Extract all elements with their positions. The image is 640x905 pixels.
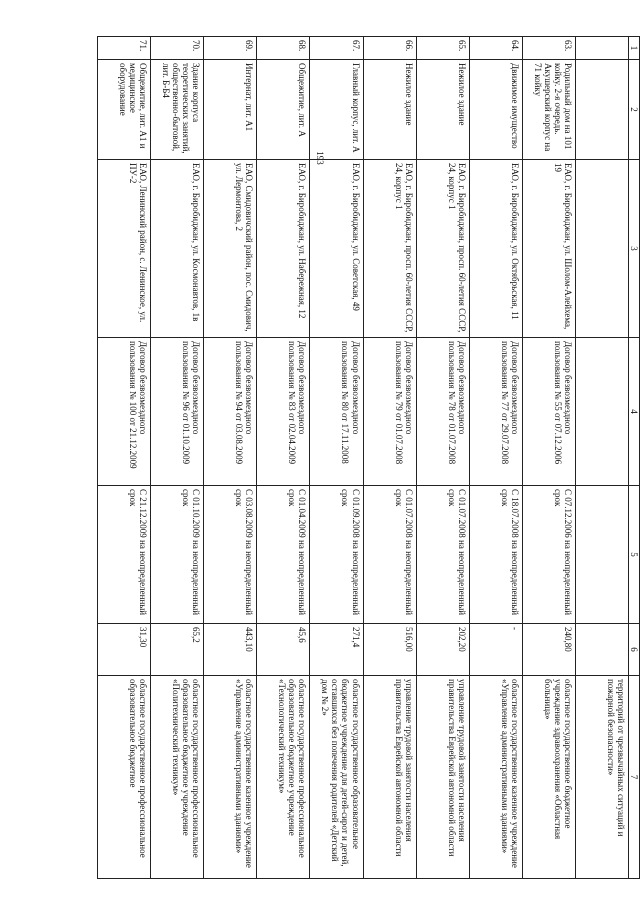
object-area: 271,4 — [310, 624, 363, 676]
object-area: 516,00 — [363, 624, 416, 676]
row-number: 67. — [310, 37, 363, 60]
row-number — [575, 37, 628, 60]
object-area: - — [469, 624, 522, 676]
object-area: 31,30 — [98, 624, 151, 676]
object-area: 45,6 — [257, 624, 310, 676]
object-name: Главный корпус, лит. А — [310, 60, 363, 160]
table-row — [310, 37, 363, 879]
column-number: 7 — [628, 676, 639, 879]
legal-basis: Договор безвозмездного пользования № 78 от 01.07.2008 — [416, 338, 469, 486]
object-name: Общежитие, лит. А — [257, 60, 310, 160]
object-name: Здание корпуса теоретических занятий, общественно-бытовой, лит. Б-Б4 — [151, 60, 204, 160]
table-row — [204, 37, 257, 879]
legal-basis: Договор безвозмездного пользования № 100 от 21.12.2009 — [98, 338, 151, 486]
usage-term: С 03.08.2009 на неопределенный срок — [204, 486, 257, 624]
usage-term — [575, 486, 628, 624]
user-organization: областное государственное казенное учреждение «Управление административными зданиями» — [204, 676, 257, 879]
table-row — [151, 37, 204, 879]
user-organization: областное государственное казенное учреждение «Управление административными зданиями» — [469, 676, 522, 879]
usage-term: С 18.07.2008 на неопределенный срок — [469, 486, 522, 624]
object-area: 65,2 — [151, 624, 204, 676]
usage-term: С 21.12.2009 на неопределенный срок — [98, 486, 151, 624]
object-name: Родильный дом на 101 койку. 2-я очередь. Акушерский корпус на 71 койку — [522, 60, 575, 160]
object-area: 240,80 — [522, 624, 575, 676]
object-area — [575, 624, 628, 676]
object-name — [575, 60, 628, 160]
column-number: 1 — [628, 37, 639, 60]
row-number: 70. — [151, 37, 204, 60]
table-row — [522, 37, 575, 879]
legal-basis: Договор безвозмездного пользования № 80 от 17.11.2008 — [310, 338, 363, 486]
user-organization: областное государственное профессиональное образовательное бюджетное учреждение «Технологический техникум» — [257, 676, 310, 879]
user-organization: территорий от чрезвычайных ситуаций и пожарной безопасности» — [575, 676, 628, 879]
column-number: 2 — [628, 60, 639, 160]
user-organization: областное государственное образовательное бюджетное учреждение для детей-сирот и детей, оставшихся без попечения родителей «Детский дом № 2» — [310, 676, 363, 879]
object-area: 202,20 — [416, 624, 469, 676]
object-address: ЕАО, Смидовичский район, пос. Смидович, ул. Лермонтова, 2 — [204, 160, 257, 338]
rotated-page — [97, 36, 640, 878]
legal-basis: Договор безвозмездного пользования № 77 от 29.07.2008 — [469, 338, 522, 486]
object-address: ЕАО, г. Биробиджан, ул. Советская, 49 — [310, 160, 363, 338]
legal-basis: Договор безвозмездного пользования № 94 от 03.08.2009 — [204, 338, 257, 486]
page-number: 193 — [315, 151, 325, 165]
object-address: ЕАО, г. Биробиджан, просп. 60-летия СССР, 24, корпус 1 — [416, 160, 469, 338]
user-organization: управление трудовой занятости населения правительства Еврейской автономной области — [363, 676, 416, 879]
usage-term: С 01.10.2009 на неопределенный срок — [151, 486, 204, 624]
user-organization: областное государственное профессиональное образовательное бюджетное учреждение «Политехнический техникум» — [151, 676, 204, 879]
legal-basis: Договор безвозмездного пользования № 96 от 01.10.2009 — [151, 338, 204, 486]
legal-basis: Договор безвозмездного пользования № 83 от 02.04.2009 — [257, 338, 310, 486]
column-number: 6 — [628, 624, 639, 676]
object-name: Движимое имущество — [469, 60, 522, 160]
row-number: 71. — [98, 37, 151, 60]
legal-basis — [575, 338, 628, 486]
table-row — [416, 37, 469, 879]
usage-term: С 07.12.2006 на неопределенный срок — [522, 486, 575, 624]
object-address: ЕАО, г. Биробиджан, ул. Шолом-Алейхема, 19 — [522, 160, 575, 338]
object-name: Общежитие, лит. А1 и медицинское оборудование — [98, 60, 151, 160]
legal-basis: Договор безвозмездного пользования № 55 от 07.12.2006 — [522, 338, 575, 486]
object-address: ЕАО, г. Биробиджан, ул. Набережная, 12 — [257, 160, 310, 338]
table-row — [363, 37, 416, 879]
usage-term: С 01.07.2008 на неопределенный срок — [416, 486, 469, 624]
object-address: ЕАО, г. Биробиджан, просп. 60-летия СССР, 24, корпус 1 — [363, 160, 416, 338]
object-address — [575, 160, 628, 338]
table-row — [469, 37, 522, 879]
object-address: ЕАО, г. Биробиджан, ул. Октябрьская, 11 — [469, 160, 522, 338]
row-number: 69. — [204, 37, 257, 60]
object-address: ЕАО, Ленинский район, с. Ленинское, ул. ПУ-2 — [98, 160, 151, 338]
usage-term: С 01.07.2008 на неопределенный срок — [363, 486, 416, 624]
column-number-row — [628, 37, 639, 879]
row-number: 64. — [469, 37, 522, 60]
legal-basis: Договор безвозмездного пользования № 79 от 01.07.2008 — [363, 338, 416, 486]
object-name: Интернат, лит. А1 — [204, 60, 257, 160]
table-row — [98, 37, 151, 879]
object-name: Нежилое здание — [416, 60, 469, 160]
user-organization: областное государственное профессиональное образовательное бюджетное — [98, 676, 151, 879]
row-number: 68. — [257, 37, 310, 60]
user-organization: управление трудовой занятости населения правительства Еврейской автономной области — [416, 676, 469, 879]
column-number: 3 — [628, 160, 639, 338]
row-number: 65. — [416, 37, 469, 60]
column-number: 5 — [628, 486, 639, 624]
usage-term: С 01.04.2009 на неопределенный срок — [257, 486, 310, 624]
row-number: 63. — [522, 37, 575, 60]
object-name: Нежилое здание — [363, 60, 416, 160]
table-row — [257, 37, 310, 879]
object-area: 443,10 — [204, 624, 257, 676]
column-number: 4 — [628, 338, 639, 486]
row-number: 66. — [363, 37, 416, 60]
object-address: ЕАО, г. Биробиджан, ул. Космонавтов, 1в — [151, 160, 204, 338]
user-organization: областное государственное бюджетное учреждение здравоохранения «Областная больница» — [522, 676, 575, 879]
usage-term: С 01.09.2008 на неопределенный срок — [310, 486, 363, 624]
table-row — [575, 37, 628, 879]
property-table — [97, 36, 640, 879]
